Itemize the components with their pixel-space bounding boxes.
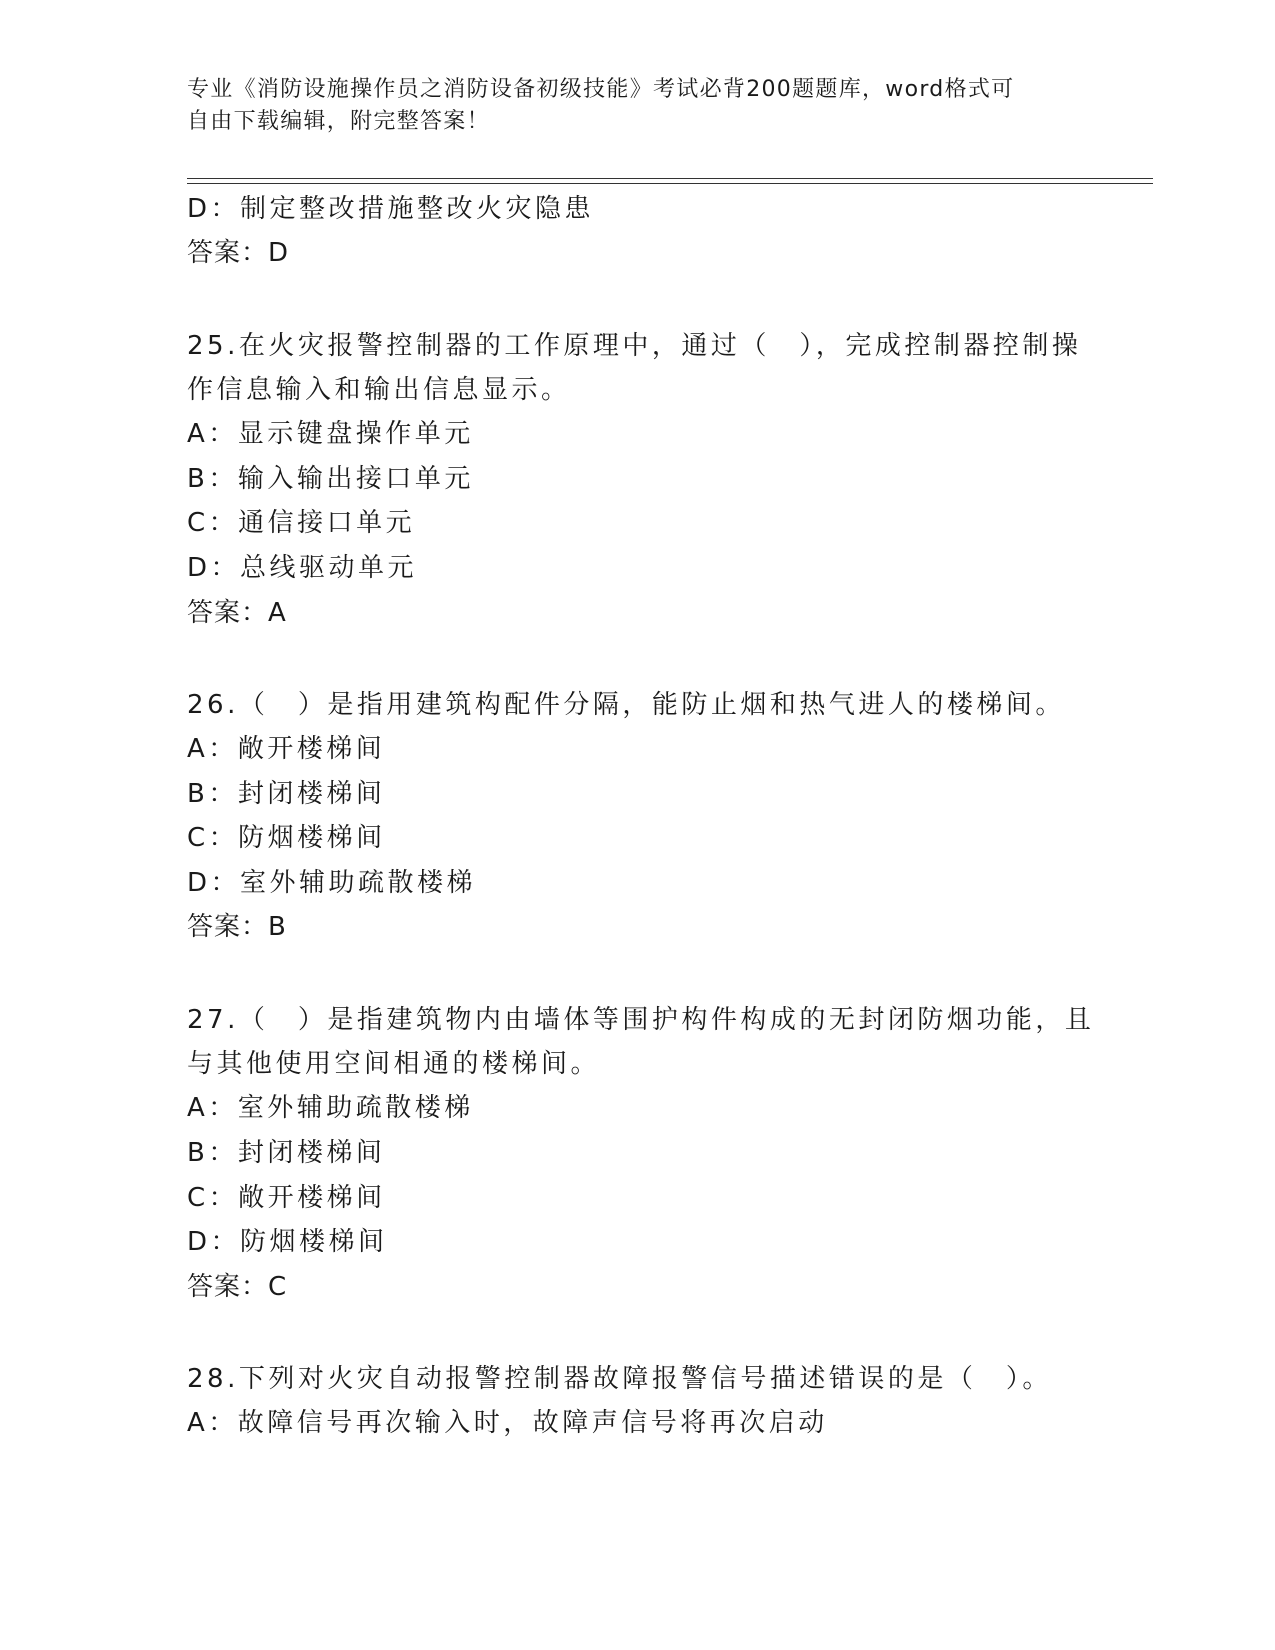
q26-answer: 答案：B bbox=[187, 912, 287, 942]
q26-stem: 26.（ ）是指用建筑构配件分隔，能防止烟和热气进人的楼梯间。 bbox=[187, 690, 1065, 720]
q24-option-d: D：制定整改措施整改火灾隐患 bbox=[187, 194, 595, 224]
q27-stem-line-2: 与其他使用空间相通的楼梯间。 bbox=[187, 1049, 601, 1079]
q26-option-b: B：封闭楼梯间 bbox=[187, 779, 386, 809]
header-divider-bottom bbox=[187, 183, 1153, 184]
q28-option-a: A：故障信号再次输入时，故障声信号将再次启动 bbox=[187, 1408, 828, 1438]
q25-option-c: C：通信接口单元 bbox=[187, 508, 416, 538]
q26-option-a: A：敞开楼梯间 bbox=[187, 734, 386, 764]
q26-option-d: D：室外辅助疏散楼梯 bbox=[187, 868, 477, 898]
q25-stem-line-2: 作信息输入和输出信息显示。 bbox=[187, 375, 571, 405]
q27-option-c: C：敞开楼梯间 bbox=[187, 1183, 386, 1213]
q25-answer: 答案：A bbox=[187, 598, 287, 628]
q27-option-d: D：防烟楼梯间 bbox=[187, 1227, 388, 1257]
q25-option-a: A：显示键盘操作单元 bbox=[187, 419, 474, 449]
q28-stem: 28.下列对火灾自动报警控制器故障报警信号描述错误的是（ ）。 bbox=[187, 1364, 1052, 1394]
q25-stem-line-1: 25.在火灾报警控制器的工作原理中，通过（ ），完成控制器控制操 bbox=[187, 331, 1082, 361]
header-line-1: 专业《消防设施操作员之消防设备初级技能》考试必背200题题库，word格式可 bbox=[187, 77, 1015, 102]
header-line-2: 自由下载编辑，附完整答案！ bbox=[187, 109, 490, 134]
q24-answer: 答案：D bbox=[187, 238, 290, 268]
q27-answer: 答案：C bbox=[187, 1272, 288, 1302]
header-divider-top bbox=[187, 178, 1153, 179]
q25-option-b: B：输入输出接口单元 bbox=[187, 464, 474, 494]
q26-option-c: C：防烟楼梯间 bbox=[187, 823, 386, 853]
q27-option-b: B：封闭楼梯间 bbox=[187, 1138, 386, 1168]
q27-stem-line-1: 27.（ ）是指建筑物内由墙体等围护构件构成的无封闭防烟功能，且 bbox=[187, 1005, 1095, 1035]
q27-option-a: A：室外辅助疏散楼梯 bbox=[187, 1093, 474, 1123]
q25-option-d: D：总线驱动单元 bbox=[187, 553, 418, 583]
document-header bbox=[187, 74, 1067, 138]
